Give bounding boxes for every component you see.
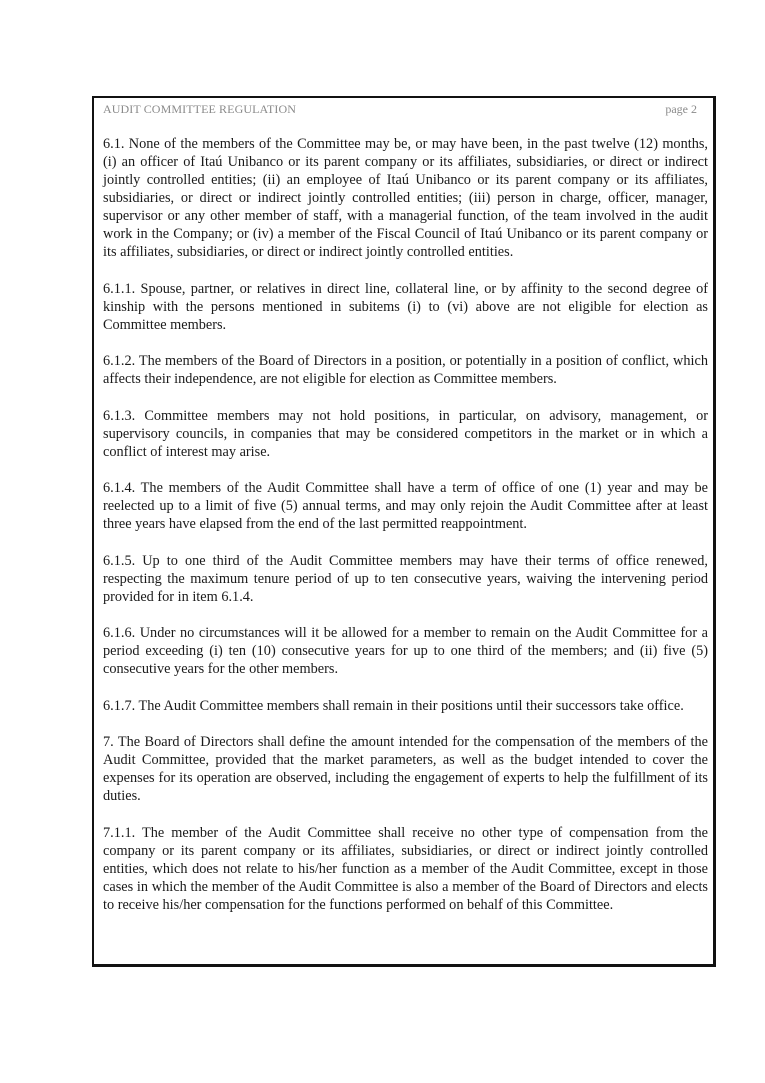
paragraph-6-1-5: 6.1.5. Up to one third of the Audit Committee members may have their terms of office renewed, respecting the maximum tenure period of up to ten consecutive years, waiving the intervening period provided for in item 6.1.4. (103, 552, 708, 605)
paragraph-6-1-4: 6.1.4. The members of the Audit Committee shall have a term of office of one (1) year and may be reelected up to a limit of five (5) annual terms, and may only rejoin the Audit Committee after at least three years have elapsed from the end of the last permitted reappointment. (103, 480, 708, 532)
paragraph-6-1-3: 6.1.3. Committee members may not hold positions, in particular, on advisory, management, or supervisory councils, in companies that may be considered competitors in the market or in which a conflict of interest may arise. (103, 407, 708, 460)
page-frame (92, 96, 716, 967)
page-number: page 2 (665, 102, 697, 116)
paragraph-6-1-1: 6.1.1. Spouse, partner, or relatives in direct line, collateral line, or by affinity to the second degree of kinship with the persons mentioned in subitems (i) to (vi) above are not eligible for election as Committee members. (103, 280, 708, 333)
paragraph-6-1-2: 6.1.2. The members of the Board of Directors in a position, or potentially in a position of conflict, which affects their independence, are not eligible for election as Committee members. (103, 353, 708, 387)
paragraph-7-1-1: 7.1.1. The member of the Audit Committee shall receive no other type of compensation from the company or its parent company or its affiliates, subsidiaries, or direct or indirect jointly controlled entities, which does not relate to his/her function as a member of the Audit Committee, except in those cases in which the member of the Audit Committee is also a member of the Board of Directors and elects to receive his/her compensation for the functions performed on behalf of this Committee. (103, 824, 708, 913)
document-title: AUDIT COMMITTEE REGULATION (103, 102, 297, 116)
paragraph-6-1: 6.1. None of the members of the Committee may be, or may have been, in the past twelve (12) months, (i) an officer of Itaú Unibanco or its parent company or its affiliates, subsidiaries, or direct or indirect jointly controlled entities; (ii) an employee of Itaú Unibanco or its parent company or its affiliates, subsidiaries, or direct or indirect jointly controlled entities; (iii) person in charge, officer, manager, supervisor or any other member of staff, with a managerial function, of the team involved in the audit work in the Company; or (iv) a member of the Fiscal Council of Itaú Unibanco or its parent company or its affiliates, subsidiaries, or direct or indirect jointly controlled entities. (103, 136, 708, 260)
paragraph-6-1-6: 6.1.6. Under no circumstances will it be allowed for a member to remain on the Audit Committee for a period exceeding (i) ten (10) consecutive years for up to one third of the members; and (ii) five (5) consecutive years for the other members. (103, 625, 708, 677)
paragraph-6-1-7: 6.1.7. The Audit Committee members shall remain in their positions until their successors take office. (103, 697, 684, 714)
paragraph-7: 7. The Board of Directors shall define the amount intended for the compensation of the members of the Audit Committee, provided that the market parameters, as well as the budget intended to cover the expenses for its operation are observed, including the engagement of experts to help the fulfillment of its duties. (103, 734, 708, 804)
document-body (103, 135, 708, 932)
